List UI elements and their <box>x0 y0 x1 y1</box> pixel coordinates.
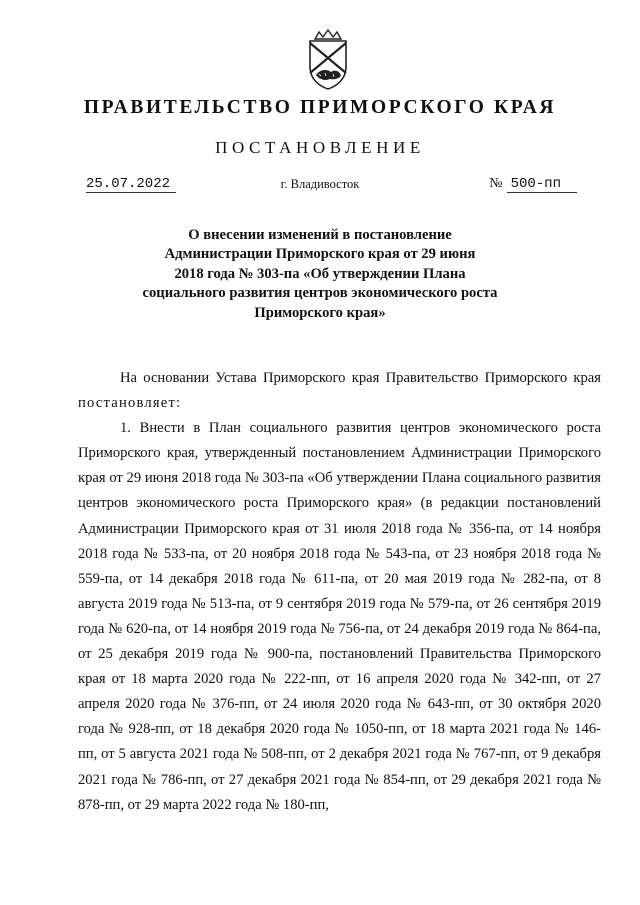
document-title <box>130 226 510 323</box>
resolution-word: постановляет: <box>78 395 182 412</box>
organization-name: ПРАВИТЕЛЬСТВО ПРИМОРСКОГО КРАЯ <box>83 97 557 118</box>
number-sign: № <box>489 176 503 191</box>
title-line: социального развития центров экономического роста <box>142 285 498 302</box>
title-line: Администрации Приморского края от 29 июня <box>164 246 476 263</box>
body-paragraph <box>78 366 601 416</box>
document-type: ПОСТАНОВЛЕНИЕ <box>215 138 425 157</box>
document-date: 25.07.2022 <box>86 176 176 193</box>
paragraph-text: На основании Устава Приморского края Правительство Приморского края <box>120 370 601 386</box>
document-city: г. Владивосток <box>280 177 360 191</box>
title-line: Приморского края» <box>254 304 386 321</box>
title-line: 2018 года № 303-па «Об утверждении Плана <box>174 265 466 282</box>
document-number <box>489 176 577 192</box>
title-line: О внесении изменений в постановление <box>188 227 452 243</box>
coat-of-arms-icon <box>301 29 355 91</box>
body-paragraph: 1. Внести в План социального развития центров экономического роста Приморского края, утвержденный постановлением Администрации Приморского края от 29 июня 2018 года № 303-па «Об утверждении Плана социального развития центров экономического роста Приморского края» (в редакции постановлений Администрации Приморского края от 31 июля 2018 года № 356-па, от 14 ноября 2018 года № 533-па, от 20 ноября 2018 года № 543-па, от 23 ноября 2018 года № 559-па, от 14 декабря 2018 года № 611-па, от 20 мая 2019 года № 282-па, от 8 августа 2019 года № 513-па, от 9 сентября 2019 года № 579-па, от 26 сентября 2019 года № 620-па, от 14 ноября 2019 года № 756-па, от 24 декабря 2019 года № 864-па, от 25 декабря 2019 года № 900-па, постановлений Правительства Приморского края от 18 марта 2020 года № 222-пп, от 16 апреля 2020 года № 342-пп, от 27 апреля 2020 года № 376-пп, от 24 июля 2020 года № 643-пп, от 30 октября 2020 года № 928-пп, от 18 декабря 2020 года № 1050-пп, от 18 марта 2021 года № 146-пп, от 5 августа 2021 года № 508-пп, от 2 декабря 2021 года № 767-пп, от 9 декабря 2021 года № 786-пп, от 27 декабря 2021 года № 854-пп, от 29 декабря 2021 года № 878-пп, от 29 марта 2022 года № 180-пп, <box>78 420 601 813</box>
number-value: 500-пп <box>507 176 577 193</box>
document-body <box>78 366 601 818</box>
